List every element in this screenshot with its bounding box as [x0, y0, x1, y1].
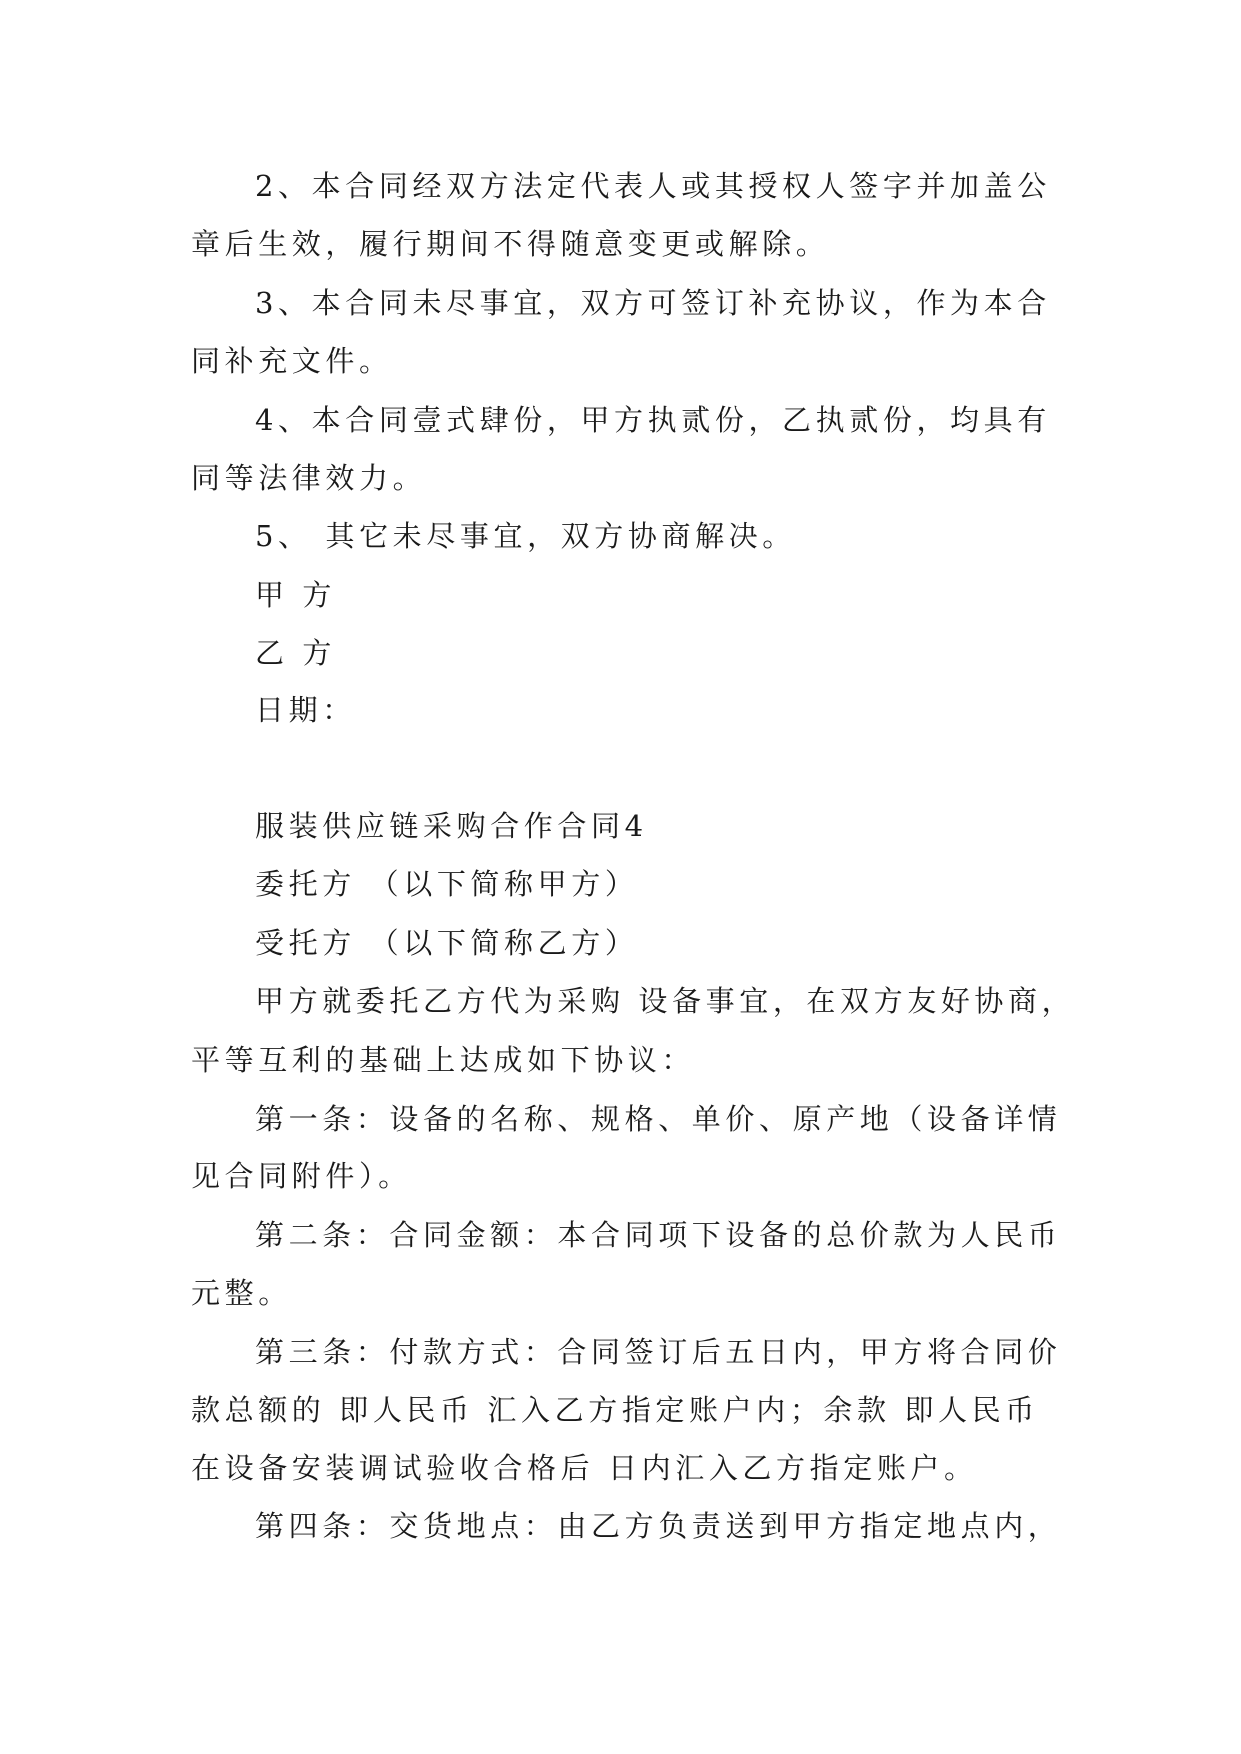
signature-party-b: 乙 方 — [255, 636, 337, 670]
paragraph-line: 3、本合同未尽事宜，双方可签订补充协议，作为本合 — [255, 286, 1051, 320]
paragraph-line: 第一条：设备的名称、规格、单价、原产地（设备详情 — [255, 1102, 1062, 1136]
paragraph-line: 元整。 — [191, 1276, 292, 1310]
contract-title: 服装供应链采购合作合同4 — [255, 809, 648, 843]
paragraph-line: 第二条：合同金额：本合同项下设备的总价款为人民币 — [255, 1218, 1062, 1252]
paragraph-line: 在设备安装调试验收合格后 日内汇入乙方指定账户。 — [191, 1451, 978, 1485]
paragraph-line: 2、本合同经双方法定代表人或其授权人签字并加盖公 — [255, 169, 1051, 203]
paragraph-line: 款总额的 即人民币 汇入乙方指定账户内；余款 即人民币 — [191, 1393, 1039, 1427]
signature-party-a: 甲 方 — [255, 578, 337, 612]
paragraph-line: 第四条：交货地点：由乙方负责送到甲方指定地点内， — [255, 1509, 1062, 1543]
paragraph-line: 第三条：付款方式：合同签订后五日内，甲方将合同价 — [255, 1335, 1062, 1369]
paragraph-line: 同补充文件。 — [191, 344, 393, 378]
paragraph-line: 受托方 （以下简称乙方） — [255, 926, 639, 960]
paragraph-line: 见合同附件）。 — [191, 1159, 412, 1193]
paragraph-line: 委托方 （以下简称甲方） — [255, 867, 639, 901]
paragraph-line: 甲方就委托乙方代为采购 设备事宜，在双方友好协商， — [255, 984, 1076, 1018]
paragraph-line: 5、 其它未尽事宜，双方协商解决。 — [255, 519, 796, 553]
paragraph-line: 4、本合同壹式肆份，甲方执贰份，乙执贰份，均具有 — [255, 403, 1051, 437]
paragraph-line: 章后生效，履行期间不得随意变更或解除。 — [191, 227, 830, 261]
paragraph-line: 平等互利的基础上达成如下协议： — [191, 1043, 696, 1077]
paragraph-line: 同等法律效力。 — [191, 461, 427, 495]
signature-date: 日期： — [255, 693, 356, 727]
